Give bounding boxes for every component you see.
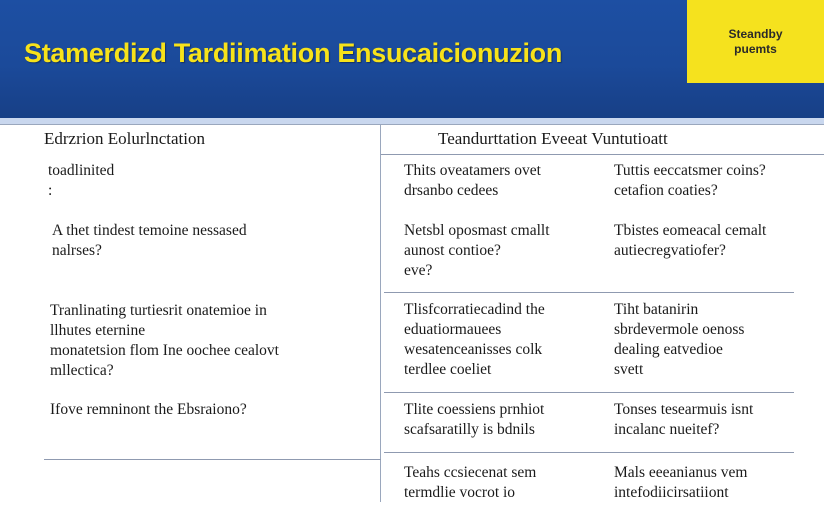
left-item: Tranlinating turtiesrit onatemioe in llhutes eternine monatetsion flom Ine oochee cealovt mllectica? bbox=[50, 302, 279, 379]
row-divider bbox=[384, 392, 794, 393]
table-cell: Netsbl oposmast cmallt aunost contioe? eve? bbox=[404, 222, 550, 279]
header-banner bbox=[0, 0, 824, 118]
badge-line-1: Steandby bbox=[728, 26, 783, 41]
column-divider bbox=[380, 124, 381, 502]
badge-line-2: puemts bbox=[734, 41, 777, 56]
left-item: toadlinited : bbox=[48, 162, 115, 199]
table-cell: Tonses tesearmuis isnt incalanc nueitef? bbox=[614, 401, 754, 438]
badge bbox=[687, 0, 824, 83]
table-cell: Tlite coessiens prnhiot scafsaratilly is bdnils bbox=[404, 401, 545, 438]
table-cell: Tiht batanirin sbrdevermole oenoss dealing eatvedioe svett bbox=[614, 301, 745, 378]
left-item: Ifove remninont the Ebsraiono? bbox=[50, 401, 247, 418]
table-cell: Tbistes eomeacal cemalt autiecregvatiofer? bbox=[614, 222, 767, 259]
row-divider bbox=[384, 452, 794, 453]
table-top-border bbox=[0, 124, 824, 125]
table-cell: Tuttis eeccatsmer coins? cetafion coaties? bbox=[614, 162, 766, 199]
left-item: A thet tindest temoine nessased nalrses? bbox=[52, 222, 247, 259]
header-underline bbox=[381, 154, 824, 155]
page-title: Stamerdizd Tardiimation Ensucaicionuzion bbox=[24, 38, 563, 68]
right-column-header: Teandurttation Eveeat Vuntutioatt bbox=[438, 129, 668, 148]
left-column-header: Edrzrion Eolurlnctation bbox=[44, 129, 205, 148]
row-divider bbox=[384, 292, 794, 293]
left-bottom-rule bbox=[44, 459, 381, 460]
table-cell: Teahs ccsiecenat sem termdlie vocrot io bbox=[404, 464, 537, 501]
table-cell: Thits oveatamers ovet drsanbo cedees bbox=[404, 162, 541, 199]
table-cell: Mals eeeanianus vem intefodiicirsatiiont bbox=[614, 464, 748, 501]
table-cell: Tlisfcorratiecadind the eduatiormauees wesatenceanisses colk terdlee coeliet bbox=[404, 301, 545, 378]
